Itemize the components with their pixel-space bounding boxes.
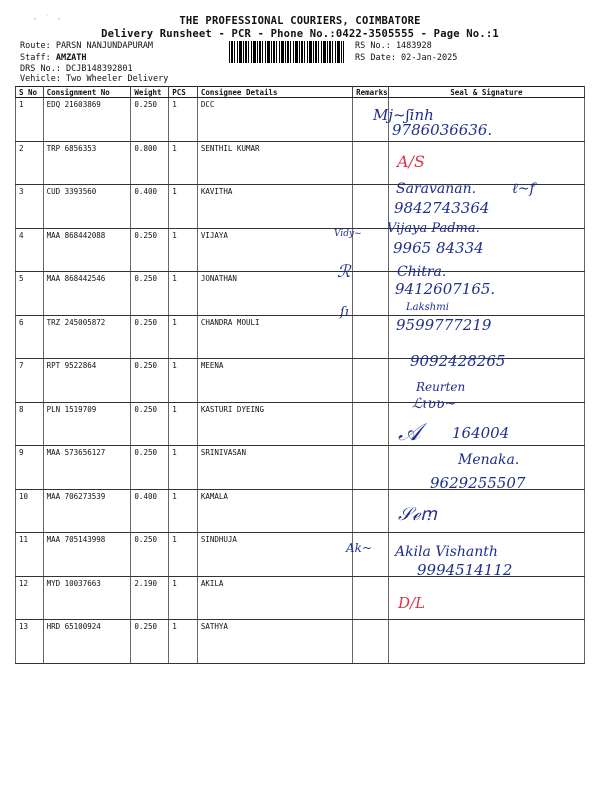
cell-weight: 0.250 [131,228,169,272]
col-remarks: Remarks [353,87,389,98]
drs-number: DRS No.: DCJB148392801 [20,64,133,74]
cell-consignee: JONATHAN [197,272,352,316]
cell-consignee: KASTURI DYEING [197,402,352,446]
cell-pcs: 1 [169,402,198,446]
col-consignment: Consignment No [43,87,131,98]
cell-remarks [353,489,389,533]
cell-sno: 7 [16,359,44,403]
cell-consignment: TRZ 245005872 [43,315,131,359]
rs-date: RS Date: 02-Jan-2025 [355,53,458,63]
col-weight: Weight [131,87,169,98]
cell-remarks [353,620,389,664]
cell-sno: 11 [16,533,44,577]
cell-consignment: MYD 10037663 [43,576,131,620]
table-header-row [16,87,585,98]
cell-pcs: 1 [169,620,198,664]
cell-sno: 9 [16,446,44,490]
cell-sno: 4 [16,228,44,272]
table-row [16,272,585,316]
cell-consignee: KAVITHA [197,185,352,229]
vehicle-label: Vehicle: Two Wheeler Delivery [20,74,169,84]
cell-sno: 8 [16,402,44,446]
cell-consignment: MAA 868442546 [43,272,131,316]
cell-consignment: TRP 6856353 [43,141,131,185]
cell-pcs: 1 [169,185,198,229]
row4-phone-handwritten: 9965 84334 [393,239,484,257]
barcode [229,41,344,63]
row5-phone-handwritten: 9412607165. [395,280,496,298]
cell-remarks [353,402,389,446]
cell-consignment: RPT 9522864 [43,359,131,403]
cell-remarks [353,576,389,620]
cell-pcs: 1 [169,446,198,490]
cell-consignment: MAA 706273539 [43,489,131,533]
table-row [16,185,585,229]
cell-sno: 2 [16,141,44,185]
cell-sno: 6 [16,315,44,359]
cell-consignee: SATHYA [197,620,352,664]
table-row [16,576,585,620]
cell-weight: 0.250 [131,620,169,664]
cell-sno: 1 [16,98,44,142]
col-seal-signature: Seal & Signature [388,87,584,98]
cell-consignee: AKILA [197,576,352,620]
cell-consignee: SINDHUJA [197,533,352,577]
cell-sno: 13 [16,620,44,664]
table-row [16,489,585,533]
col-consignee: Consignee Details [197,87,352,98]
cell-weight: 0.250 [131,272,169,316]
remarks-scribble-row-12: Ak~ [346,541,372,555]
row3-name-handwritten: Saravanan. [396,181,477,197]
signature-row-11: 𝒮ℯꭑ [398,504,437,525]
signature-row-8: ℒɩʋʋ~ [412,396,457,412]
cell-weight: 0.250 [131,402,169,446]
cell-weight: 0.250 [131,359,169,403]
remarks-scribble-row-4: Vidy~ [334,229,362,239]
cell-consignment: PLN 1519709 [43,402,131,446]
cell-pcs: 1 [169,576,198,620]
row10-phone-handwritten: 9629255507 [430,474,526,492]
cell-weight: 2.190 [131,576,169,620]
cell-pcs: 1 [169,489,198,533]
remarks-scribble-row-5: ℛ [337,262,351,282]
row6-name-handwritten: Lakshmi [406,302,449,313]
runsheet-subtitle: Delivery Runsheet - PCR - Phone No.:0422-3505555 - Page No.:1 [101,28,499,40]
staff-prefix: Staff: [20,53,56,63]
cell-consignment: HRD 65100924 [43,620,131,664]
cell-weight: 0.250 [131,315,169,359]
cell-consignment: EDQ 21603869 [43,98,131,142]
cell-consignee: DCC [197,98,352,142]
cell-weight: 0.250 [131,446,169,490]
company-title: THE PROFESSIONAL COURIERS, COIMBATORE [179,15,421,27]
cell-consignee: CHANDRA MOULI [197,315,352,359]
row8-name-handwritten: Reurten [416,380,466,394]
cell-pcs: 1 [169,272,198,316]
row12-name-handwritten: Akila Vishanth [395,544,498,560]
row12-phone-handwritten: 9994514112 [417,561,513,579]
cell-weight: 0.250 [131,533,169,577]
cell-consignment: MAA 705143998 [43,533,131,577]
route-label: Route: PARSN NANJUNDAPURAM [20,41,154,51]
cell-weight: 0.400 [131,185,169,229]
row1-phone-handwritten: 9786036636. [392,121,493,139]
cell-consignee: VIJAYA [197,228,352,272]
cell-sno: 12 [16,576,44,620]
col-pcs: PCS [169,87,198,98]
cell-pcs: 1 [169,315,198,359]
row9-phone-handwritten: 164004 [452,424,510,442]
cell-consignee: SRINIVASAN [197,446,352,490]
staff-name: AMZATH [55,53,87,63]
cell-pcs: 1 [169,359,198,403]
cell-consignment: CUD 3393560 [43,185,131,229]
row13-handwritten-mark: D/L [398,594,426,612]
row10-name-handwritten: Menaka. [458,452,520,468]
staff-label [20,53,87,63]
row6-phone-handwritten: 9599777219 [396,316,492,334]
cell-weight: 0.250 [131,98,169,142]
cell-sno: 3 [16,185,44,229]
remarks-scribble-row-6: ſɩ [340,305,350,320]
signature-row-3: ℓ~f [512,181,535,197]
cell-pcs: 1 [169,533,198,577]
row7-phone-handwritten: 9092428265 [410,352,506,370]
cell-remarks [353,446,389,490]
table-row [16,141,585,185]
cell-sno: 10 [16,489,44,533]
cell-sno: 5 [16,272,44,316]
cell-pcs: 1 [169,228,198,272]
signature-row-1: Mj~ʃinh [373,106,434,124]
cell-remarks [353,141,389,185]
cell-weight: 0.800 [131,141,169,185]
table-row [16,620,585,664]
cell-remarks [353,315,389,359]
cell-pcs: 1 [169,98,198,142]
row2-handwritten-mark: A/S [397,152,425,171]
col-sno: S No [16,87,44,98]
table-row [16,228,585,272]
cell-remarks [353,359,389,403]
cell-remarks [353,272,389,316]
cell-consignee: KAMALA [197,489,352,533]
cell-consignee: SENTHIL KUMAR [197,141,352,185]
row5-name-handwritten: Chitra. [397,264,447,280]
cell-consignment: MAA 868442088 [43,228,131,272]
table-row [16,98,585,142]
cell-remarks [353,185,389,229]
cell-consignment: MAA 573656127 [43,446,131,490]
scan-speck: · ˙ · [32,14,63,25]
cell-pcs: 1 [169,141,198,185]
row3-phone-handwritten: 9842743364 [394,199,490,217]
cell-consignee: MEENA [197,359,352,403]
signature-row-9: 𝒜 [398,418,421,446]
row4-name-handwritten: Vijaya Padma. [387,221,480,236]
cell-weight: 0.400 [131,489,169,533]
cell-seal-signature [388,620,584,664]
rs-number: RS No.: 1483928 [355,41,432,51]
